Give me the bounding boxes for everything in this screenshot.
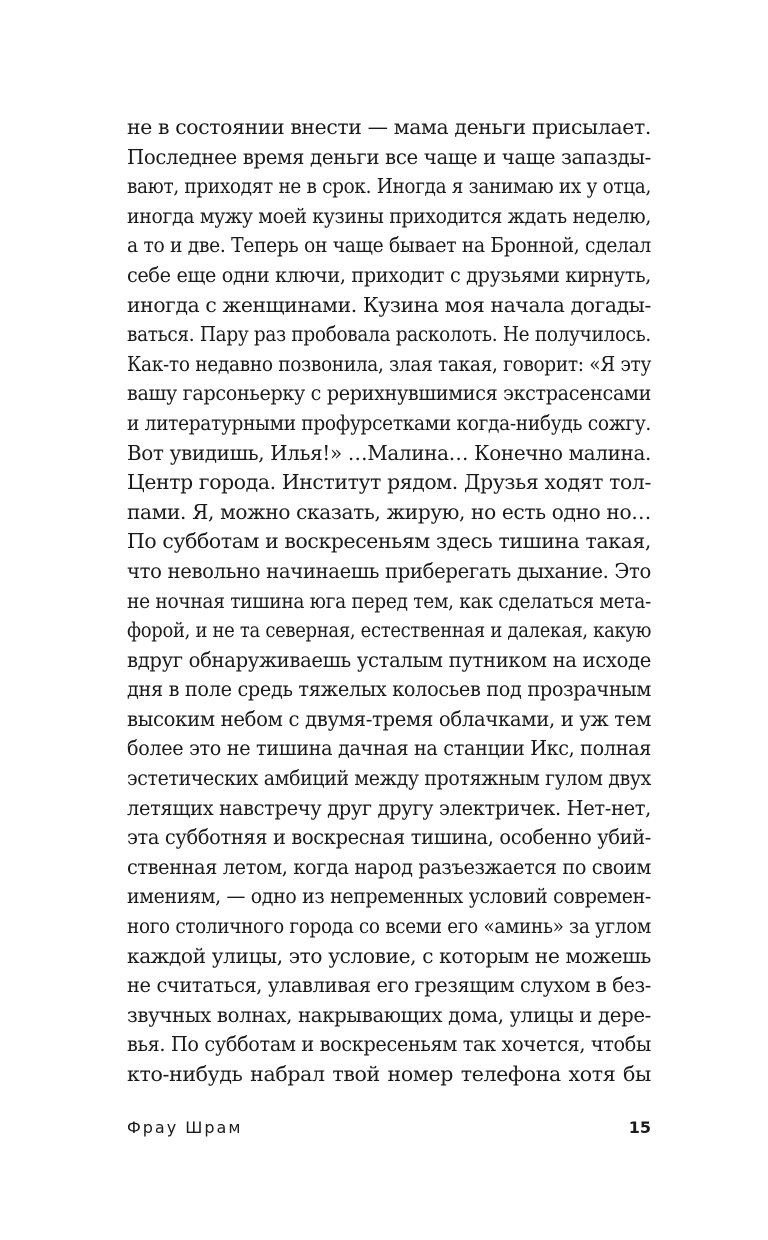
text-line: имениям, — одно из непременных условий современ-	[127, 884, 651, 909]
text-line: пами. Я, можно сказать, жирую, но есть одно но…	[127, 499, 652, 524]
text-line: дня в поле средь тяжелых колосьев под прозрачным	[127, 677, 651, 702]
text-line: не в состоянии внести — мама деньги присылает.	[127, 115, 651, 139]
text-line: эта субботняя и воскресная тишина, особенно убий-	[127, 825, 652, 850]
text-line: не ночная тишина юга перед тем, как сделаться мета-	[127, 588, 652, 613]
text-line: Последнее время деньги все чаще и чаще запазды-	[127, 144, 651, 169]
text-line: ваться. Пару раз пробовала расколоть. Не получилось.	[127, 322, 651, 347]
text-line: Вот увидишь, Илья!» …Малина… Конечно малина.	[127, 440, 651, 465]
text-line: ного столичного города со всеми его «аминь» за углом	[127, 914, 651, 939]
text-line: вашу гарсоньерку с рерихнувшимися экстрасенсами	[127, 381, 652, 406]
text-line: Как-то недавно позвонила, злая такая, говорит: «Я эту	[127, 351, 652, 376]
text-line: себе еще одни ключи, приходит с друзьями кирнуть,	[127, 262, 652, 287]
text-line: более это не тишина дачная на станции Икс, полная	[127, 736, 652, 761]
text-line: По субботам и воскресеньям здесь тишина такая,	[127, 529, 651, 554]
body-text	[127, 113, 651, 1090]
text-line: каждой улицы, это условие, с которым не можешь	[127, 943, 651, 968]
text-line: форой, и не та северная, естественная и далекая, какую	[127, 618, 652, 643]
text-line: вают, приходят не в срок. Иногда я занимаю их у отца,	[127, 174, 651, 199]
text-line: звучных волнах, накрывающих дома, улицы и дере-	[127, 1002, 651, 1027]
page-number: 15	[628, 1118, 651, 1137]
text-line: что невольно начинаешь приберегать дыхание. Это	[127, 558, 652, 583]
text-line: и литературными профурсетками когда-нибудь сожгу.	[127, 410, 652, 435]
text-line: кто-нибудь набрал твой номер телефона хотя бы	[127, 1062, 651, 1086]
text-line: иногда с женщинами. Кузина моя начала догады-	[127, 292, 652, 317]
page-footer	[127, 1118, 651, 1146]
text-line: не считаться, улавливая его грезящим слухом в без-	[127, 973, 651, 998]
text-line: а то и две. Теперь он чаще бывает на Бронной, сделал	[127, 233, 651, 258]
text-line: вдруг обнаруживаешь усталым путником на исходе	[127, 647, 652, 672]
running-head: Фрау Шрам	[127, 1118, 243, 1137]
text-line: летящих навстречу друг другу электричек. Нет-нет,	[127, 795, 651, 820]
text-line: Центр города. Институт рядом. Друзья ходят тол-	[127, 470, 652, 495]
text-line: высоким небом с двумя-тремя облачками, и уж тем	[127, 706, 652, 731]
text-line: иногда мужу моей кузины приходится ждать неделю,	[127, 203, 651, 228]
text-line: вья. По субботам и воскресеньям так хочется, чтобы	[127, 1032, 651, 1057]
text-line: ственная летом, когда народ разъезжается по своим	[127, 854, 651, 879]
text-line: эстетических амбиций между протяжным гулом двух	[127, 766, 651, 791]
